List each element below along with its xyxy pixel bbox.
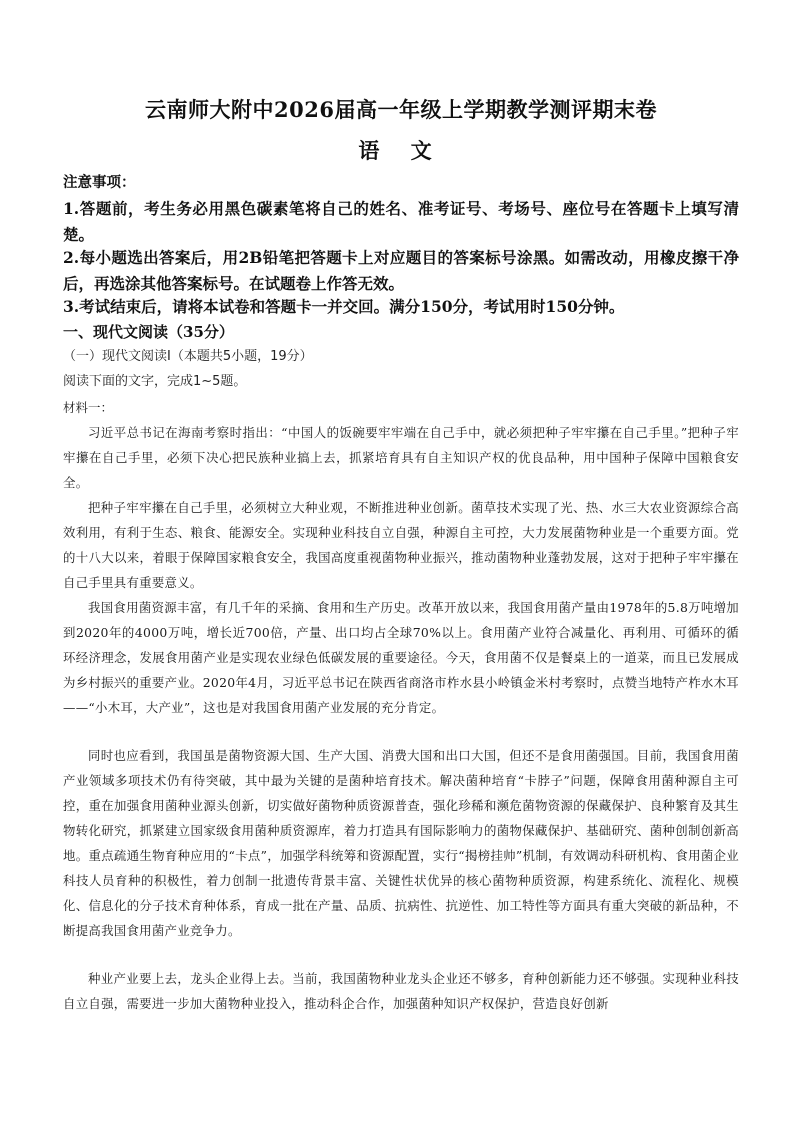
material-paragraph: 同时也应看到，我国虽是菌物资源大国、生产大国、消费大国和出口大国，但还不是食用菌强国。目前，我国食用菌产业领域多项技术仍有待突破，其中最为关键的是菌种培育技术。解决菌种培育“卡脖子”问题，保障食用菌种源自主可控，重在加强食用菌种业源头创新，切实做好菌物种质资源普查，强化珍稀和濒危菌物资源的保藏保护、良种繁育及其生物转化研究，抓紧建立国家级食用菌种质资源库，着力打造具有国际影响力的菌物保藏保护、基础研究、菌种创制创新高地。重点疏通生物育种应用的“卡点”，加强学科统筹和资源配置，实行“揭榜挂帅”机制，有效调动科研机构、食用菌企业科技人员育种的积极性，着力创制一批遗传背景丰富、关键性状优异的核心菌物种质资源，构建系统化、流程化、规模化、信息化的分子技术育种体系，育成一批在产量、品质、抗病性、抗逆性、加工特性等方面具有重大突破的新品种，不断提高我国食用菌产业竞争力。	[63, 748, 739, 938]
notice-item-1: 1.答题前，考生务必用黑色碳素笔将自己的姓名、准考证号、考场号、座位号在答题卡上填写清楚。	[63, 199, 739, 244]
material-paragraph: 种业产业要上去，龙头企业得上去。当前，我国菌物种业龙头企业还不够多，育种创新能力还不够强。实现种业科技自立自强，需要进一步加大菌物种业投入，推动科企合作，加强菌种知识产权保护，营造良好创新	[63, 971, 739, 1011]
exam-title: 云南师大附中2026届高一年级上学期教学测评期末卷	[145, 97, 657, 122]
section-heading: 一、现代文阅读（35分）	[63, 323, 234, 341]
material-paragraph: 我国食用菌资源丰富，有几千年的采摘、食用和生产历史。改革开放以来，我国食用菌产量由1978年的5.8万吨增加到2020年的4000万吨，增长近700倍，产量、出口均占全球70%以上。食用菌产业符合减量化、再利用、可循环的循环经济理念，发展食用菌产业是实现农业绿色低碳发展的重要途径。今天，食用菌不仅是餐桌上的一道菜，而且已发展成为乡村振兴的重要产业。2020年4月，习近平总书记在陕西省商洛市柞水县小岭镇金米村考察时，点赞当地特产柞水木耳——“小木耳，大产业”，这也是对我国食用菌产业发展的充分肯定。	[63, 600, 739, 715]
material-paragraph: 习近平总书记在海南考察时指出：“中国人的饭碗要牢牢端在自己手中，就必须把种子牢牢攥在自己手里。”把种子牢牢攥在自己手里，必须下决心把民族种业搞上去，抓紧培育具有自主知识产权的优良品种，用中国种子保障中国粮食安全。	[63, 425, 739, 490]
exam-page	[63, 0, 739, 1123]
reading-instruction: 阅读下面的文字，完成1~5题。	[63, 374, 247, 389]
notice-item-2: 2.每小题选出答案后，用2B铅笔把答题卡上对应题目的答案标号涂黑。如需改动，用橡皮擦干净后，再选涂其他答案标号。在试题卷上作答无效。	[63, 248, 739, 293]
subsection-heading: （一）现代文阅读Ⅰ（本题共5小题，19分）	[63, 349, 313, 364]
material-label: 材料一：	[63, 400, 114, 415]
notice-heading: 注意事项：	[63, 174, 136, 191]
subject-title: 语 文	[358, 138, 444, 163]
material-paragraph: 把种子牢牢攥在自己手里，必须树立大种业观，不断推进种业创新。菌草技术实现了光、热、水三大农业资源综合高效利用，有利于生态、粮食、能源安全。实现种业科技自立自强，种源自主可控，大力发展菌物种业是一个重要方面。党的十八大以来，着眼于保障国家粮食安全，我国高度重视菌物种业振兴，推动菌物种业蓬勃发展，这对于把种子牢牢攥在自己手里具有重要意义。	[63, 500, 739, 590]
notice-item-3: 3.考试结束后，请将本试卷和答题卡一并交回。满分150分，考试用时150分钟。	[63, 297, 625, 316]
